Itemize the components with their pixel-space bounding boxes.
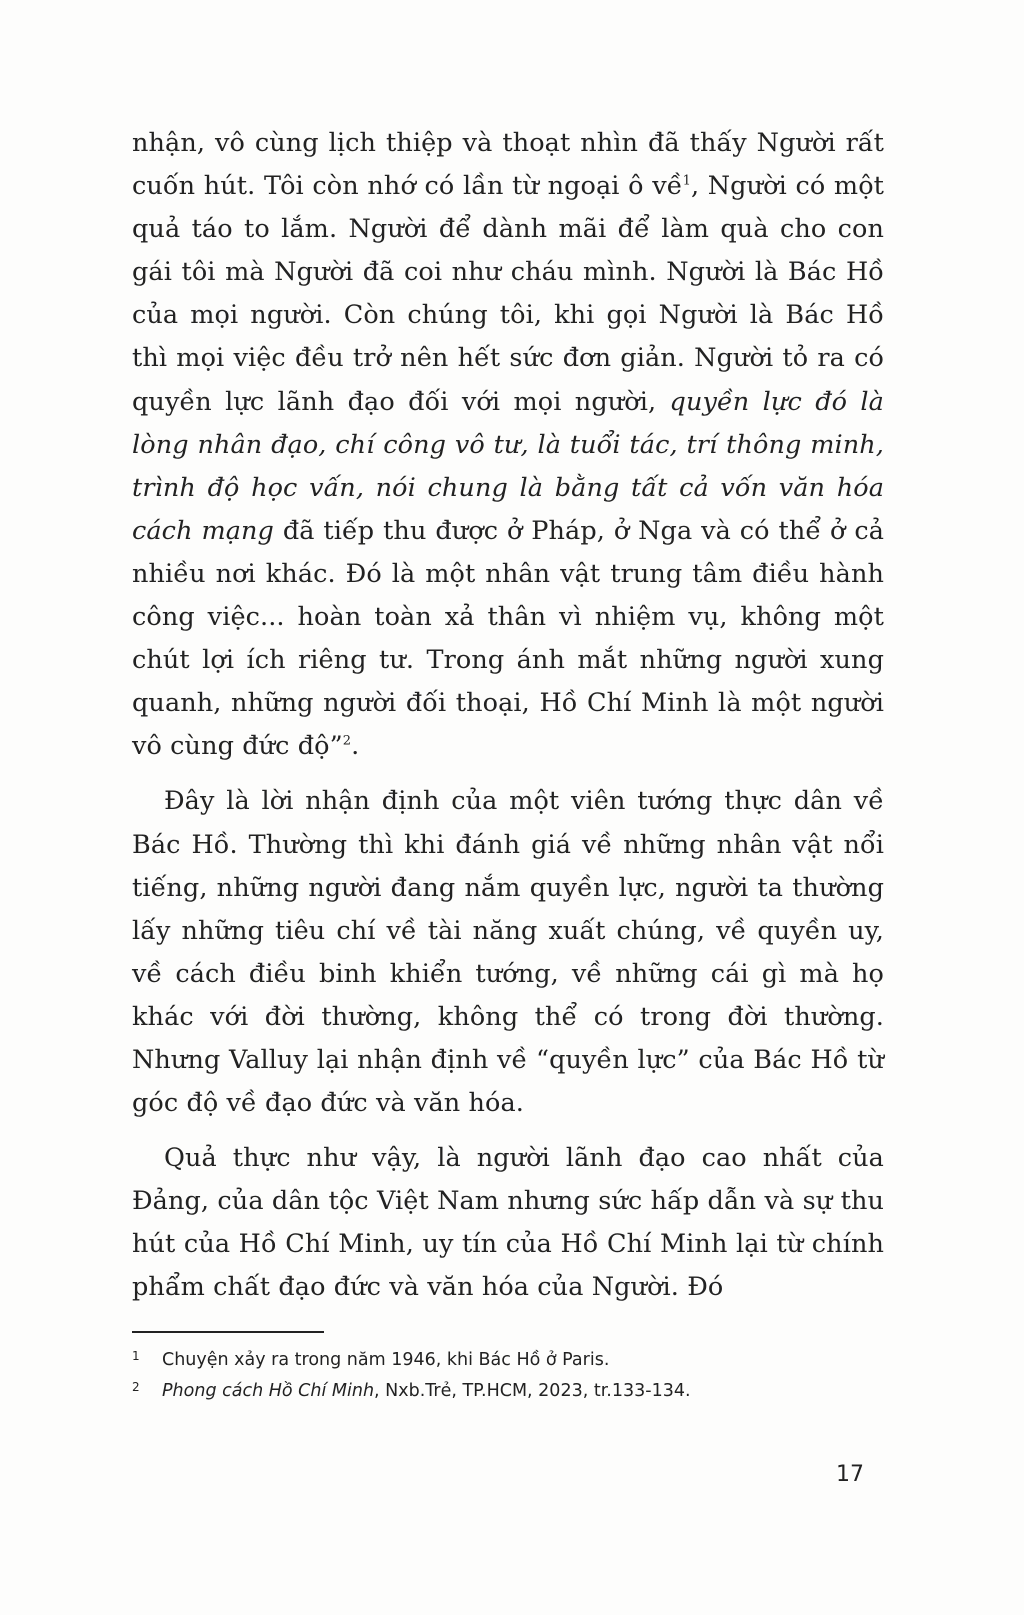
text-segment: nhận, vô cùng lịch thiệp và thoạt nhìn đã thấy Người rất cuốn hút. Tôi còn nhớ có lần từ ngoại ô về [132,128,884,202]
paragraph-1 [132,122,884,768]
text-segment: Quả thực như vậy, là người lãnh đạo cao nhất của Đảng, của dân tộc Việt Nam nhưng sức hấp dẫn và sự thu hút của Hồ Chí Minh, uy tín của Hồ Chí Minh lại từ chính phẩm chất đạo đức và văn hóa của Người. Đó [132,1143,884,1303]
footnote-ref-2: 2 [342,733,352,749]
footnote-2 [132,1376,892,1407]
footnote-text: Chuyện xảy ra trong năm 1946, khi Bác Hồ ở Paris. [162,1350,610,1370]
text-segment: . [351,731,360,762]
footnote-divider [132,1331,324,1333]
footnotes [132,1345,892,1407]
page-number: 17 [836,1462,864,1487]
footnote-text: , Nxb.Trẻ, TP.HCM, 2023, tr.133-134. [374,1381,691,1401]
footnote-1 [132,1345,892,1376]
paragraph-2 [132,780,884,1125]
footnote-number: 1 [132,1349,140,1363]
text-segment: , Người có một quả táo to lắm. Người để dành mãi để làm quà cho con gái tôi mà Người đã coi như cháu mình. Người là Bác Hồ của mọi người. Còn chúng tôi, khi gọi Người là Bác Hồ thì mọi việc đều trở nên hết sức đơn giản. Người tỏ ra có quyền lực lãnh đạo đối với mọi người, [132,171,884,417]
italic-quote: quyền lực đó là lòng nhân đạo, chí công vô tư, là tuổi tác, trí thông minh, trình độ học vấn, nói chung là bằng tất cả vốn văn hóa cách mạng [132,386,884,546]
footnote-ref-1: 1 [682,173,691,189]
body-text [132,122,884,1322]
text-segment: đã tiếp thu được ở Pháp, ở Nga và có thể ở cả nhiều nơi khác. Đó là một nhân vật trung tâm điều hành công việc... hoàn toàn xả thân vì nhiệm vụ, không một chút lợi ích riêng tư. Trong ánh mắt những người xung quanh, những người đối thoại, Hồ Chí Minh là một người vô cùng đức độ” [132,515,884,762]
paragraph-3 [132,1137,884,1309]
text-segment: Đây là lời nhận định của một viên tướng thực dân về Bác Hồ. Thường thì khi đánh giá về những nhân vật nổi tiếng, những người đang nắm quyền lực, người ta thường lấy những tiêu chí về tài năng xuất chúng, về quyền uy, về cách điều binh khiển tướng, về những cái gì mà họ khác với đời thường, không thể có trong đời thường. Nhưng Valluy lại nhận định về “quyền lực” của Bác Hồ từ góc độ về đạo đức và văn hóa. [132,786,884,1119]
footnote-italic: Phong cách Hồ Chí Minh [162,1381,375,1401]
footnote-number: 2 [132,1380,140,1394]
